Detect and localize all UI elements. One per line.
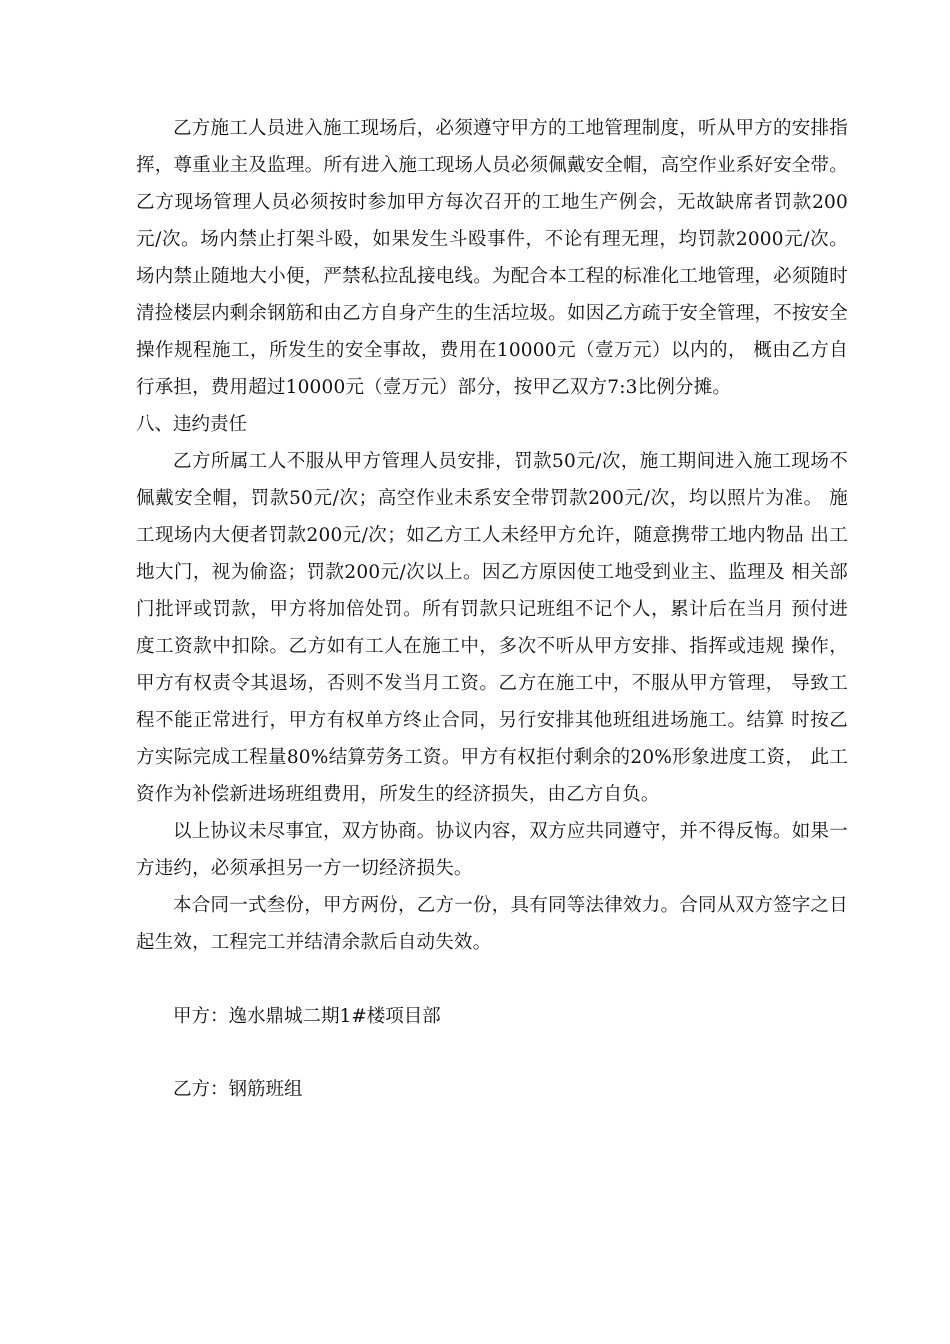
paragraph-penalties: 乙方所属工人不服从甲方管理人员安排，罚款50元/次，施工期间进入施工现场不佩戴安全帽，罚款50元/次；高空作业未系安全带罚款200元/次，均以照片为准。 施工现场内大便者罚款200元/次；如乙方工人未经甲方允许，随意携带工地内物品 出工地大门，视为偷盗；罚款200元/次以上。因乙方原因使工地受到业主、监理及 相关部门批评或罚款，甲方将加倍处罚。所有罚款只记班组不记个人，累计后在当月 预付进度工资款中扣除。乙方如有工人在施工中，多次不听从甲方安排、指挥或违规 操作，甲方有权责令其退场，否则不发当月工资。乙方在施工中，不服从甲方管理， 导致工程不能正常进行，甲方有权单方终止合同，另行安排其他班组进场施工。结算 时按乙方实际完成工程量80%结算劳务工资。甲方有权拒付剩余的20%形象进度工资， 此工资作为补偿新进场班组费用，所发生的经济损失，由乙方自负。 xyxy=(136,451,848,805)
signature-party-a: 甲方：逸水鼎城二期1#楼项目部 xyxy=(173,1006,441,1027)
section-heading-breach-liability: 八、违约责任 xyxy=(136,414,248,435)
signature-party-b: 乙方：钢筋班组 xyxy=(173,1079,303,1100)
document-page xyxy=(136,110,848,1108)
paragraph-safety-rules: 乙方施工人员进入施工现场后，必须遵守甲方的工地管理制度，听从甲方的安排指挥，尊重业主及监理。所有进入施工现场人员必须佩戴安全帽，高空作业系好安全带。乙方现场管理人员必须按时参加甲方每次召开的工地生产例会，无故缺席者罚款200元/次。场内禁止打架斗殴，如果发生斗殴事件，不论有理无理，均罚款2000元/次。场内禁止随地大小便，严禁私拉乱接电线。为配合本工程的标准化工地管理，必须随时清捡楼层内剩余钢筋和由乙方自身产生的生活垃圾。如因乙方疏于安全管理，不按安全操作规程施工，所发生的安全事故，费用在10000元（壹万元）以内的， 概由乙方自行承担，费用超过10000元（壹万元）部分，按甲乙双方7:3比例分摊。 xyxy=(136,118,848,398)
paragraph-unresolved-matters: 以上协议未尽事宜，双方协商。协议内容，双方应共同遵守，并不得反悔。如果一方违约，必须承担另一方一切经济损失。 xyxy=(136,821,848,879)
paragraph-contract-copies: 本合同一式叁份，甲方两份，乙方一份，具有同等法律效力。合同从双方签字之日起生效，工程完工并结清余款后自动失效。 xyxy=(136,895,848,953)
